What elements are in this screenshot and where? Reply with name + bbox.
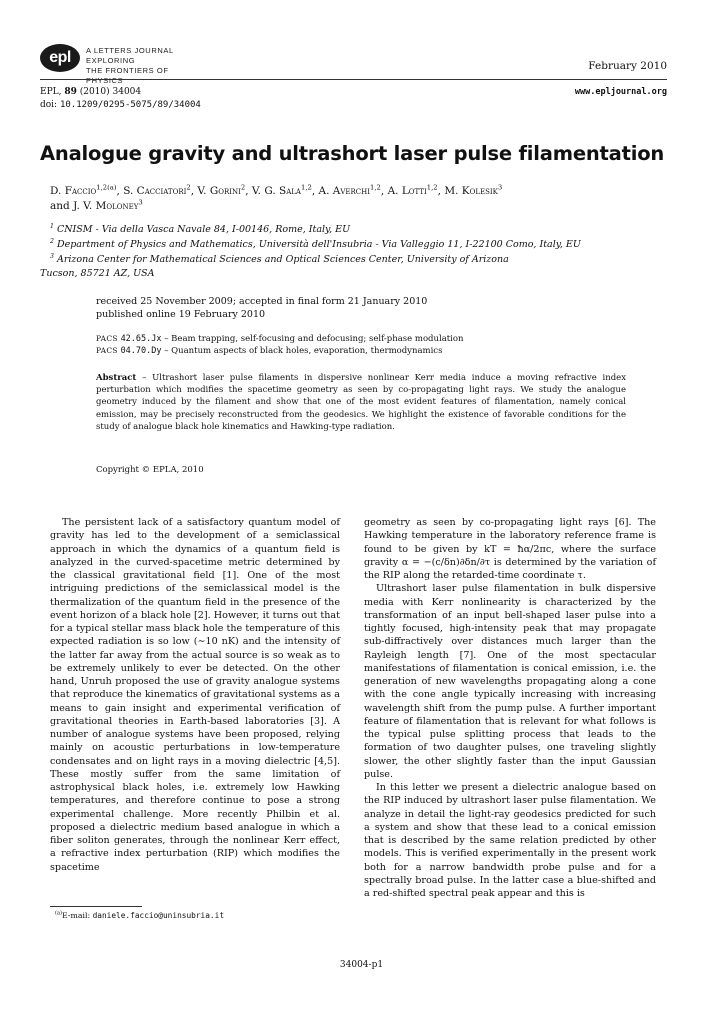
publication-dates [96,295,427,321]
issue-date: February 2010 [588,60,667,72]
body-column-left [50,516,340,874]
paragraph: The persistent lack of a satisfactory quantum model of gravity has led to the development of a semiclassical approach in which the dynamics of a quantum field is analyzed in the curved-spacetime metric determined by the classical gravitational field [1]. One of the most intriguing predictions of the semiclassical model is the thermalization of the quantum field in the presence of the event horizon of a black hole [2]. However, it turns out that for a typical stellar mass black hole the temperature of this expected radiation is so low (∼10 nK) and the intensity of the latter far away from the actual source is so weak as to be extremely unlikely to ever be detected. On the other hand, Unruh proposed the use of gravity analogue systems that reproduce the kinematics of gravitational systems as a means to gain insight and experimental verification of gravitational theories in Earth-based laboratories [3]. A number of analogue systems have been proposed, relying mainly on acoustic perturbations in low-temperature condensates and on light rays in a moving dielectric [4,5]. These mostly suffer from the same limitation of astrophysical black holes, i.e. extremely low Hawking temperatures, and therefore continue to pose a strong experimental challenge. More recently Philbin et al. proposed a dielectric medium based analogue in which a fiber soliton generates, through the nonlinear Kerr effect, a refractive index perturbation (RIP) which modifies the spacetime [50,517,340,873]
paragraph: geometry as seen by co-propagating light rays [6]. The Hawking temperature in the laboratory reference frame is found to be given by kT = ħα/2πc, where the surface gravity α = −(c/δn)∂δn/∂τ is determined by the variation of the RIP along the retarded-time coordinate τ. [364,517,656,581]
journal-url-link[interactable]: www.epljournal.org [574,87,667,97]
copyright: Copyright © EPLA, 2010 [96,465,204,475]
footnote-divider [50,906,142,907]
pacs-entry: PACS 42.65.Jx – Beam trapping, self-focusing and defocusing; self-phase modulation [96,334,464,344]
paragraph: Ultrashort laser pulse filamentation in bulk dispersive media with Kerr nonlinearity is characterized by the transformation of an input bell-shaped laser pulse into a tightly focused, high-intensity peak that may propagate sub-diffractively over distances much larger than the Rayleigh length [7]. One of the most spectacular manifestations of filamentation is conical emission, i.e. the generation of new wavelengths propagating along a cone with the cone angle typically increasing with increasing wavelength shift from the pump pulse. A further important feature of filamentation that is relevant for what follows is the typical pulse splitting process that leads to the formation of two daughter pulses, one traveling slightly slower, the other slightly faster than the input Gaussian pulse. [364,583,656,780]
published-date: published online 19 February 2010 [96,309,266,320]
pacs-list [96,333,464,357]
abstract [96,372,626,433]
doi[interactable]: doi: 10.1209/0295-5075/89/34004 [40,100,201,110]
pacs-entry: PACS 04.70.Dy – Quantum aspects of black holes, evaporation, thermodynamics [96,346,443,356]
affiliation-3: $^3$ Arizona Center for Mathematical Sciences and Optical Sciences Center, University of Arizona [50,252,509,265]
abstract-label: Abstract [96,373,137,383]
body-column-right [364,516,656,900]
header-divider [40,79,667,80]
affiliation-3-cont: Tucson, 85721 AZ, USA [40,268,155,279]
author: D. Faccio [50,185,97,197]
page-number: 34004-p1 [339,960,384,970]
footnote: $^{(a)}$E-mail: daniele.faccio@uninsubria.it [55,910,225,920]
logo-tagline: A LETTERS JOURNAL EXPLORING THE FRONTIERS OF PHYSICS [86,46,174,85]
author: A. Lotti [387,185,427,197]
journal-logo [40,42,195,85]
author: V. G. Sala [251,185,301,197]
affiliation-2: $^2$ Department of Physics and Mathematics, Università dell'Insubria - Via Valleggio 11, I-22100 Como, Italy, EU [50,237,581,250]
author: A. Averchi [318,185,371,197]
citation-block [40,86,201,112]
email-link[interactable]: daniele.faccio@uninsubria.it [92,911,225,920]
author-list: D. Faccio$^{1,2(a)}$, S. Cacciatori$^2$, V. Gorini$^2$, V. G. Sala$^{1,2}$, A. Averchi$^{1,2}$, A. Lotti$^{1,2}$, M. Kolesik$^3$ and J. V. Moloney$^3$ [50,183,503,212]
received-date: received 25 November 2009; accepted in final form 21 January 2010 [96,296,428,307]
author: S. Cacciatori [123,185,187,197]
paragraph: In this letter we present a dielectric analogue based on the RIP induced by ultrashort laser pulse filamentation. We analyze in detail the light-ray geodesics predicted for such a system and show that these lead to a conical emission that is described by the same relation predicted by other models. This is verified experimentally in the present work both for a narrow bandwidth probe pulse and for a spectrally broad pulse. In the latter case a blue-shifted and a red-shifted spectral peak appear and this is [364,782,656,899]
epl-logo-mark: epl [40,44,80,72]
author: M. Kolesik [444,185,498,197]
affiliation-1: $^1$ CNISM - Via della Vasca Navale 84, I-00146, Rome, Italy, EU [50,222,351,235]
citation: EPL, 89 (2010) 34004 [40,87,142,97]
abstract-text: – Ultrashort laser pulse filaments in dispersive nonlinear Kerr media induce a moving refractive index perturbation which modifies the spacetime geometry as seen by co-propagating light rays. We study the analogue geometry induced by the filament and show that one of the most evident features of filamentation, namely conical emission, may be precisely reconstructed from the geodesics. We highlight the existence of favorable conditions for the study of analogue black hole kinematics and Hawking-type radiation. [96,373,626,432]
author: J. V. Moloney [73,200,139,212]
author: V. Gorini [197,185,241,197]
paper-title: Analogue gravity and ultrashort laser pulse filamentation [40,142,665,165]
